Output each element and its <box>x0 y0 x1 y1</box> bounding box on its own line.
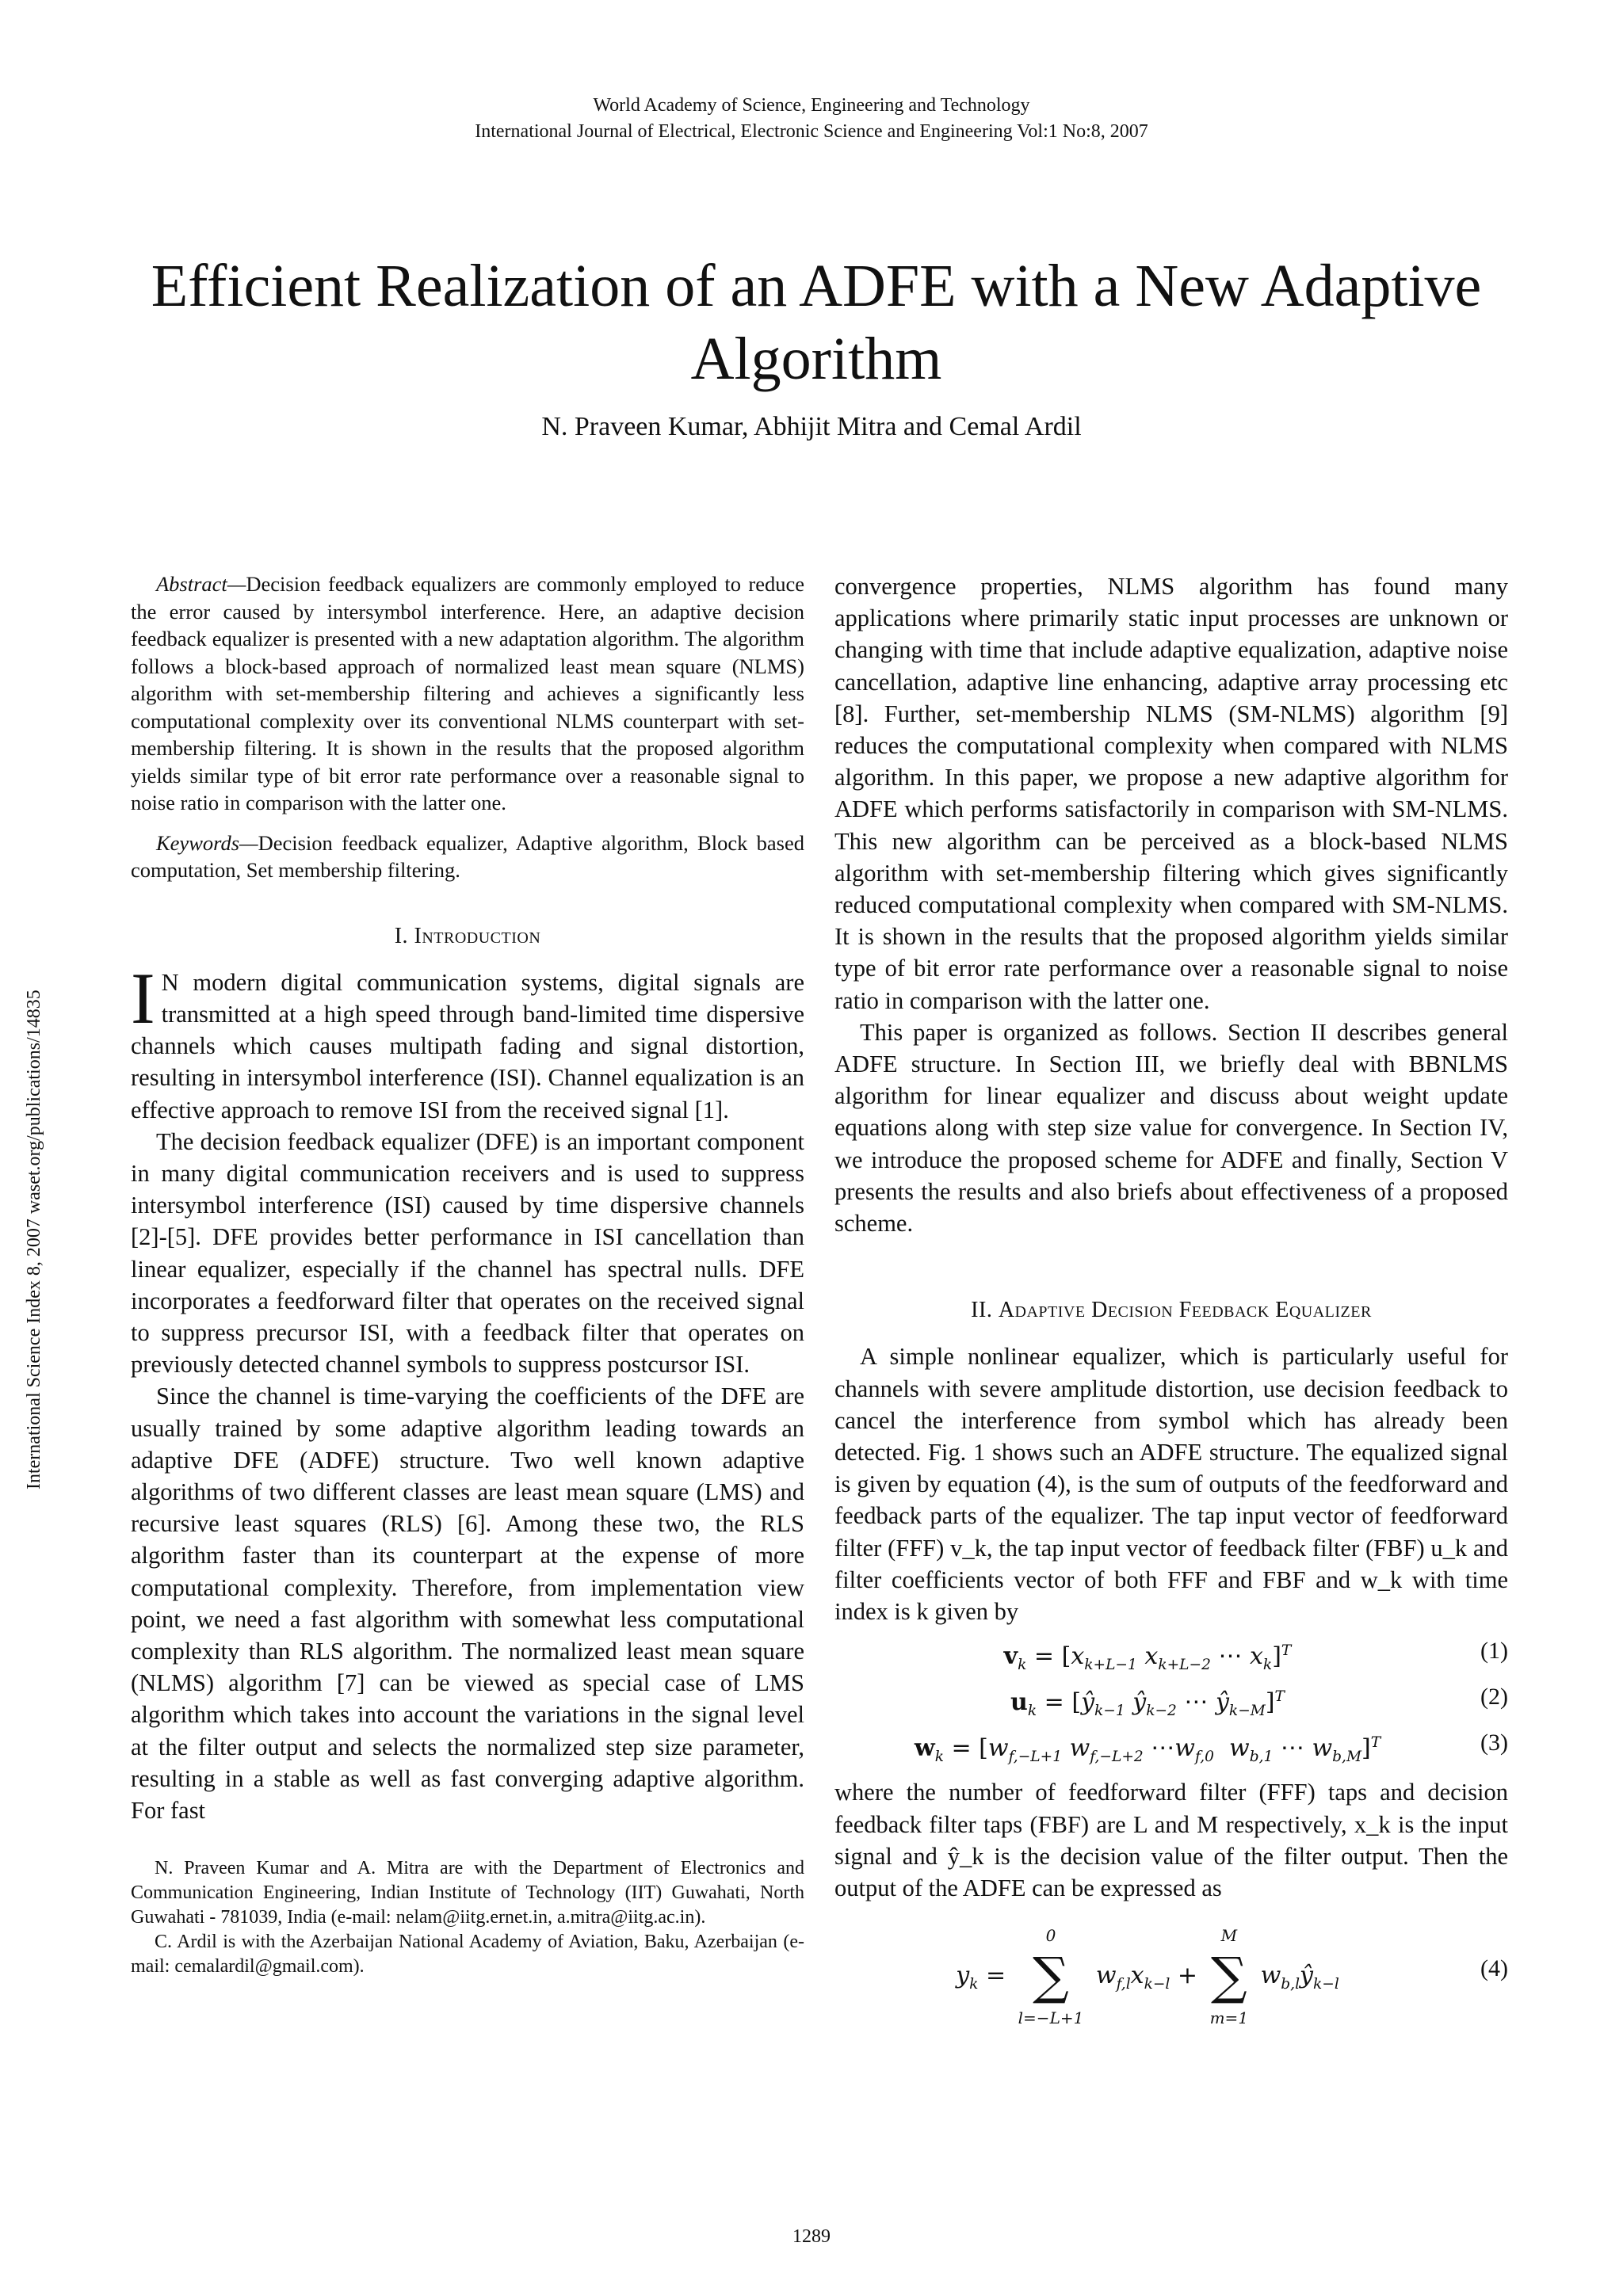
footnote-2: C. Ardil is with the Azerbaijan National Academy of Aviation, Baku, Azerbaijan (e-mail: cemalardil@gmail.com). <box>131 1932 804 1978</box>
journal-name: International Journal of Electrical, Electronic Science and Engineering Vol:1 No:8, 2007 <box>475 121 1148 142</box>
equation-4 <box>834 1904 1508 2028</box>
section-1-heading <box>131 921 804 952</box>
equation-3-number: (3) <box>1480 1730 1508 1756</box>
side-index-note <box>24 990 55 1521</box>
footnote-1: N. Praveen Kumar and A. Mitra are with the Department of Electronics and Communication Engineering, Indian Institute of Technology (IIT) Guwahati, North Guwahati - 781039, India (e-mail: nelam@iitg.ernet.in, a.mitra@iitg.ac.in). <box>131 1858 804 1928</box>
section-2-title: Adaptive Decision Feedback Equalizer <box>998 1298 1372 1323</box>
dropcap: I <box>131 957 155 1039</box>
intro-paragraph-3: Since the channel is time-varying the coefficients of the DFE are usually trained by some adaptive algorithm leading towards an adaptive DFE (ADFE) structure. Two well known adaptive algorithms of two different classes are least mean square (LMS) and recursive least squares (RLS) [6]. Among these two, the RLS algorithm faster than its counterpart at the expense of more computational complexity. Therefore, from implementation view point, we need a fast algorithm with somewhat less computational complexity than RLS algorithm. The normalized least mean square (NLMS) algorithm [7] can be viewed as special case of LMS algorithm which takes into account the variations in the signal level at the filter output and selects the normalized step size parameter, resulting in a stable as well as fast converging adaptive algorithm. For fast <box>131 1383 804 1824</box>
abstract <box>131 570 804 817</box>
equation-3 <box>834 1719 1508 1765</box>
equation-2-number: (2) <box>1480 1684 1508 1711</box>
right-column <box>834 570 1508 2028</box>
intro-paragraph-5: This paper is organized as follows. Section II describes general ADFE structure. In Section III, we briefly deal with BBNLMS algorithm for linear equalizer and discuss about weight update equations along with step size value for convergence. In Section IV, we introduce the proposed scheme for ADFE and finally, Section V presents the results and also briefs about effectiveness of a proposed scheme. <box>834 1018 1508 1238</box>
equation-2 <box>834 1673 1508 1719</box>
sum-fbf: M ∑ m=1 <box>1209 1926 1249 2028</box>
journal-org: World Academy of Science, Engineering and Technology <box>593 95 1030 116</box>
equation-4-body: $y_k$ = 0 ∑ l=−L+1 $w_{f,l}x_{k-l}$ + M ∑ m=1 $w_{b,l}ŷ_{k-l}$ <box>834 1920 1461 2034</box>
equation-1-body: $v_k = [x_{k+L-1}$ $x_{k+L-2}$ ⋯ $x_k]^T$ <box>1003 1642 1292 1674</box>
equation-2-body: $u_k$ = [$ŷ_{k-1}$ $ŷ_{k-2}$ ⋯ $ŷ_{k-M}]^T$ <box>1010 1688 1285 1720</box>
section-2-number: II. <box>971 1298 993 1323</box>
abstract-label: Abstract— <box>156 572 246 596</box>
keywords-text: Decision feedback equalizer, Adaptive algorithm, Block based computation, Set membership filtering. <box>131 830 804 882</box>
keywords <box>131 830 804 884</box>
intro-paragraph-2: The decision feedback equalizer (DFE) is an important component in many digital communication receivers and is used to suppress intersymbol interference (ISI) caused by time dispersive channels [2]-[5]. DFE provides better performance in ISI cancellation than linear equalizer, especially if the channel has spectral nulls. DFE incorporates a feedforward filter that operates on the received signal to suppress precursor ISI, with a feedback filter that operates on previously detected channel symbols to suppress postcursor ISI. <box>131 1127 804 1379</box>
section-1-number: I. <box>394 923 409 948</box>
equation-1-number: (1) <box>1480 1638 1508 1665</box>
paper-authors: N. Praveen Kumar, Abhijit Mitra and Cemal Ardil <box>541 412 1082 441</box>
equation-4-number: (4) <box>1480 1955 1508 1982</box>
footnotes <box>131 1856 804 1979</box>
intro-paragraph-4: convergence properties, NLMS algorithm has found many applications where primarily static input processes are unknown or changing with time that include adaptive equalization, adaptive noise cancellation, adaptive line enhancing, adaptive array processing etc [8]. Further, set-membership NLMS (SM-NLMS) algorithm [9] reduces the computational complexity when compared with NLMS algorithm. In this paper, we propose a new adaptive algorithm for ADFE which performs satisfactorily in comparison with SM-NLMS. This new algorithm can be perceived as a block-based NLMS algorithm with set-membership filtering which gives significantly reduced computational complexity when compared with SM-NLMS. It is shown in the results that the proposed algorithm yields similar type of bit error rate performance over a reasonable signal to noise ratio in comparison with the latter one. <box>834 573 1508 1014</box>
intro-paragraph-1-text: N modern digital communication systems, digital signals are transmitted at a high speed through band-limited time dispersive channels which causes multipath fading and signal distortion, resulting in intersymbol interference (ISI). Channel equalization is an effective approach to remove ISI from the received signal [1]. <box>131 968 804 1123</box>
abstract-text: Decision feedback equalizers are commonly employed to reduce the error caused by intersymbol interference. Here, an adaptive decision feedback equalizer is presented with a new adaptation algorithm. The algorithm follows a block-based approach of normalized least mean square (NLMS) algorithm with set-membership filtering and achieves a significantly less computational complexity over its conventional NLMS counterpart with set-membership filtering. It is shown in the results that the proposed algorithm yields similar type of bit error rate performance over a reasonable signal to noise ratio in comparison with the latter one. <box>131 572 804 814</box>
section-2-heading <box>834 1295 1508 1326</box>
left-column <box>131 570 804 1979</box>
side-index-text: International Science Index 8, 2007 waset.org/publications/14835 <box>24 990 44 1489</box>
equation-1 <box>834 1627 1508 1673</box>
sum-fff: 0 ∑ l=−L+1 <box>1018 1926 1084 2028</box>
page-number: 1289 <box>792 2226 831 2247</box>
intro-paragraph-1 <box>131 957 804 1126</box>
paper-title: Efficient Realization of an ADFE with a New Adaptive Algorithm <box>151 253 1482 392</box>
equation-3-body: $w_k = [w_{f,-L+1}$ $w_{f,-L+2}$ $\cdots w_{f,0}$ $w_{b,1}$ ⋯ $w_{b,M}]^T$ <box>914 1734 1381 1766</box>
section-1-title: Introduction <box>414 923 541 948</box>
keywords-label: Keywords— <box>156 830 258 855</box>
adfe-paragraph-2: where the number of feedforward filter (FFF) taps and decision feedback filter taps (FBF) are L and M respectively, x_k is the input signal and ŷ_k is the decision value of the filter output. Then the output of the ADFE can be expressed as <box>834 1779 1508 1901</box>
adfe-paragraph-1: A simple nonlinear equalizer, which is particularly useful for channels with severe amplitude distortion, use decision feedback to cancel the interference from symbol which has already been detected. Fig. 1 shows such an ADFE structure. The equalized signal is given by equation (4), is the sum of outputs of the feedforward and feedback parts of the equalizer. The tap input vector of feedforward filter (FFF) v_k, the tap input vector of feedback filter (FBF) u_k and filter coefficients vector of both FFF and FBF and w_k with time index is k given by <box>834 1343 1508 1626</box>
